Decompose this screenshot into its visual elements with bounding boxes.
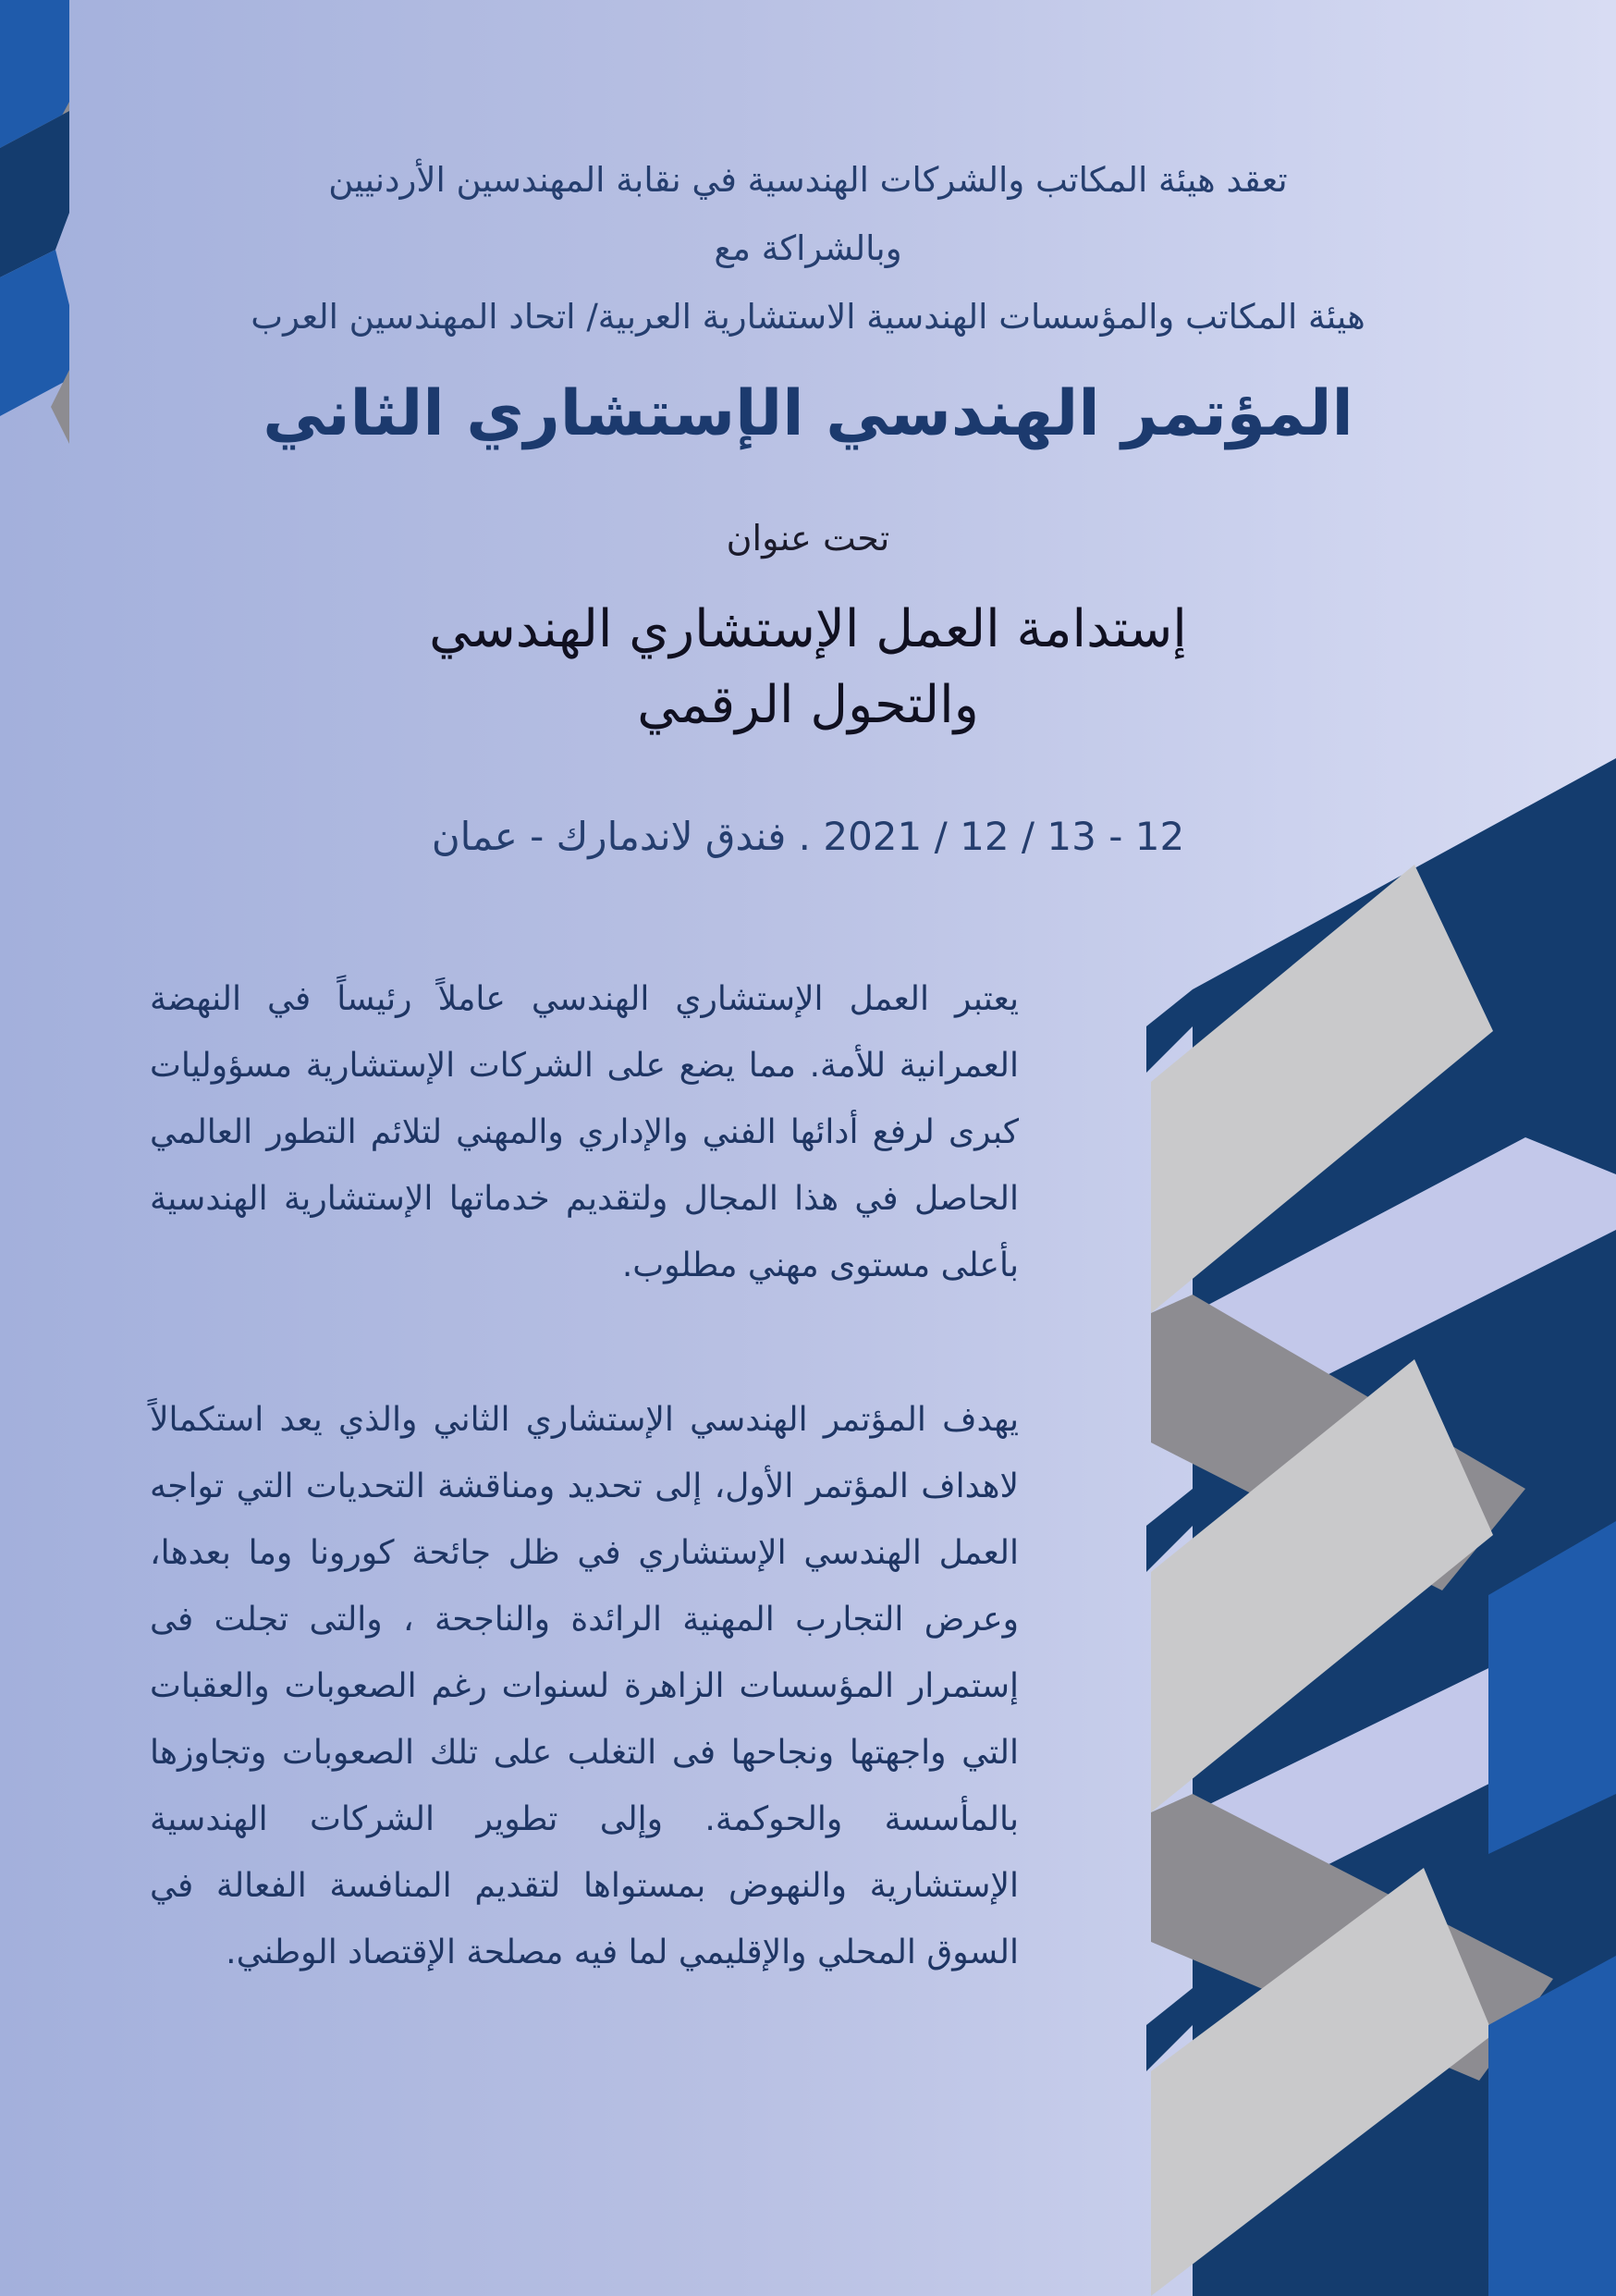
organizer-line: تعقد هيئة المكاتب والشركات الهندسية في نقابة المهندسين الأردنيين	[328, 160, 1288, 200]
subtitle-label: تحت عنوان	[726, 518, 890, 559]
theme-line-1: إستدامة العمل الإستشاري الهندسي	[429, 599, 1187, 659]
organizer-block	[0, 146, 1616, 351]
intro-paragraph: يعتبر العمل الإستشاري الهندسي عاملاً رئيساً في النهضة العمرانية للأمة. مما يضع على الشركات الإستشارية مسؤوليات كبرى لرفع أدائها الفني والإداري والمهني لتلائم التطور العالمي الحاصل في هذا المجال ولتقديم خدماتها الإستشارية الهندسية بأعلى مستوى مهني مطلوب.	[150, 980, 1019, 1284]
conference-title: المؤتمر الهندسي الإستشاري الثاني	[263, 377, 1353, 450]
objectives-paragraph: يهدف المؤتمر الهندسي الإستشاري الثاني والذي يعد استكمالاً لاهداف المؤتمر الأول، إلى تحديد ومناقشة التحديات التي تواجه العمل الهندسي الإستشاري في ظل جائحة كورونا وما بعدها، وعرض التجارب المهنية الرائدة والناجحة ، والتى تجلت فى إستمرار المؤسسات الزاهرة لسنوات رغم الصعوبات والعقبات التي واجهتها ونجاحها فى التغلب على تلك الصعوبات وتجاوزها بالمأسسة والحوكمة. وإلى تطوير الشركات الهندسية الإستشارية والنهوض بمستواها لتقديم المنافسة الفعالة في السوق المحلي والإقليمي لما فيه مصلحة الإقتصاد الوطني.	[150, 1401, 1019, 1971]
partner-line: هيئة المكاتب والمؤسسات الهندسية الاستشارية العربية/ اتحاد المهندسين العرب	[251, 297, 1365, 337]
theme-line-2: والتحول الرقمي	[637, 675, 979, 735]
partnership-line: وبالشراكة مع	[714, 228, 902, 268]
conference-theme	[0, 592, 1616, 743]
date-venue: 12 - 13 / 12 / 2021 . فندق لاندمارك - عمان	[431, 814, 1185, 859]
